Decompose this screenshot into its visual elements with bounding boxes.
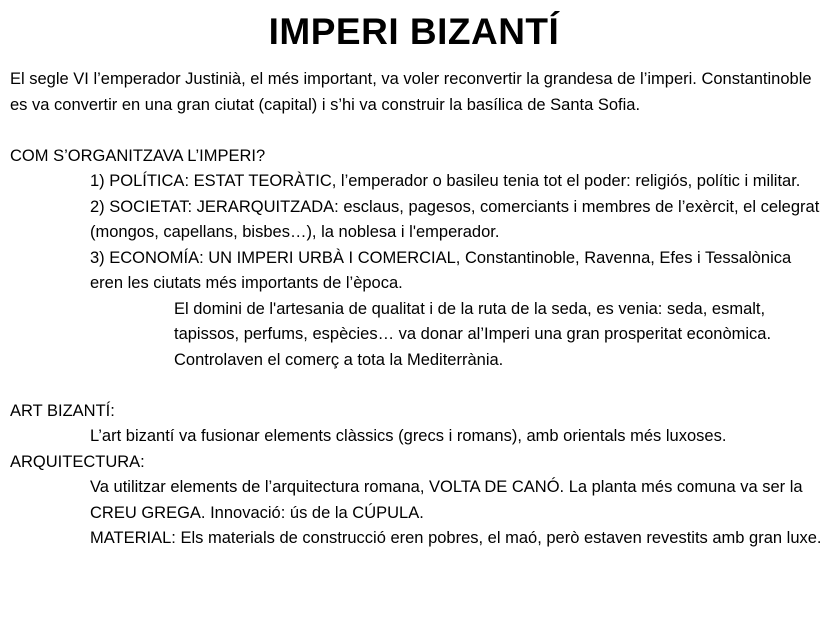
art-text: L’art bizantí va fusionar elements clàssics (grecs i romans), amb orientals més luxoses. [90,427,727,445]
spacer [10,373,822,399]
intro-paragraph: El segle VI l’emperador Justinià, el més important, va voler reconvertir la grandesa de l’imperi. Constantinoble es va convertir en una gran ciutat (capital) i s’hi va construir la basílica de Santa Sofia. [10,70,812,114]
slide-title: IMPERI BIZANTÍ [268,11,560,52]
architecture-material: MATERIAL: Els materials de construcció eren pobres, el maó, però estaven revestits amb gran luxe. [90,529,822,547]
architecture-text: Va utilitzar elements de l’arquitectura romana, VOLTA DE CANÓ. La planta més comuna va ser la CREU GREGA. Innovació: ús de la CÚPULA. [90,478,803,522]
art-heading: ART BIZANTÍ: [10,401,115,420]
economia-detail: El domini de l'artesania de qualitat i de la ruta de la seda, es venia: seda, esmalt, tapissos, perfums, espècies… va donar al’Imperi una gran prosperitat econòmica. Controlaven el comerç a tota la Mediterrània. [174,299,772,369]
politica-item: 1) POLÍTICA: ESTAT TEORÀTIC, l’emperador o basileu tenia tot el poder: religiós, polític i militar. [90,172,801,190]
architecture-heading: ARQUITECTURA: [10,452,145,471]
societat-item: 2) SOCIETAT: JERARQUITZADA: esclaus, pagesos, comerciants i membres de l’exèrcit, el celegrat (mongos, capellans, bisbes…), la noblesa i l'emperador. [90,197,820,241]
economia-item: 3) ECONOMÍA: UN IMPERI URBÀ I COMERCIAL, Constantinoble, Ravenna, Efes i Tessalònica eren les ciutats més importants de l’època. [90,248,792,292]
organization-heading: COM S’ORGANITZAVA L’IMPERI? [10,146,266,165]
slide-body [10,67,822,552]
spacer [10,118,822,144]
